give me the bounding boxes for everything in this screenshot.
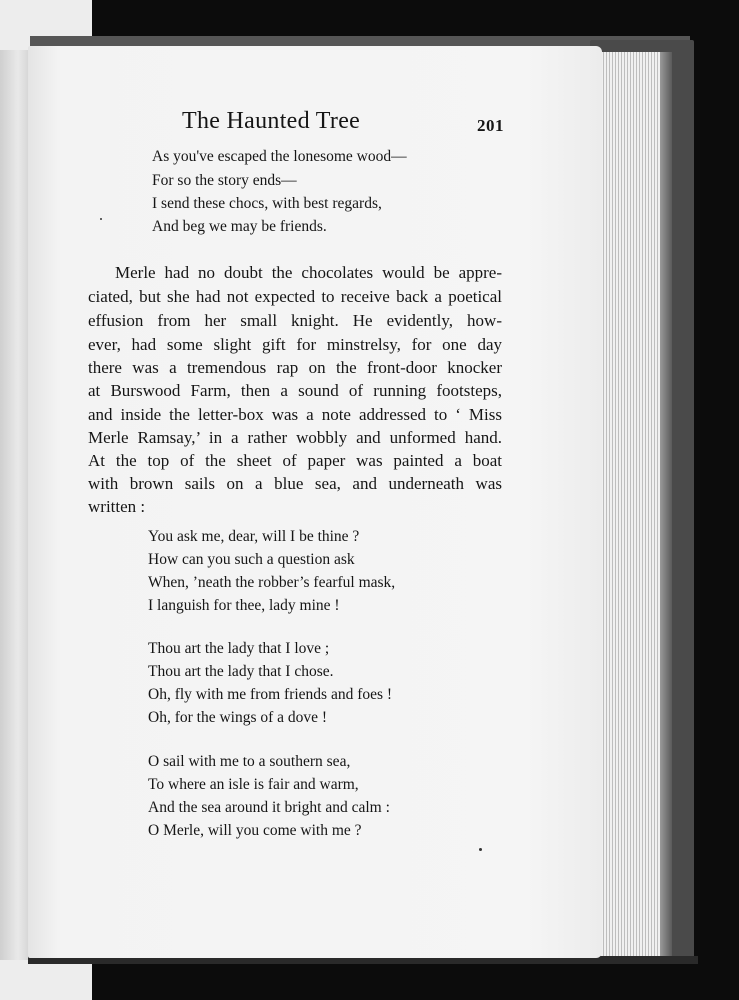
ink-speck: [479, 848, 482, 851]
poem-line: O Merle, will you come with me ?: [148, 822, 362, 839]
poem-line: How can you such a question ask: [148, 551, 355, 568]
verse-line: For so the story ends—: [152, 172, 297, 189]
running-head-title: The Haunted Tree: [182, 108, 361, 134]
poem-line: You ask me, dear, will I be thine ?: [148, 528, 360, 545]
left-page-edge: [0, 50, 30, 960]
prose-line: effusion from her small knight. He evidently, how-: [88, 311, 502, 330]
poem-line: O sail with me to a southern sea,: [148, 753, 351, 770]
prose-line: at Burswood Farm, then a sound of running footsteps,: [88, 381, 502, 400]
prose-line: and inside the letter-box was a note addressed to ‘ Miss: [88, 405, 502, 424]
prose-line: with brown sails on a blue sea, and underneath was: [88, 474, 502, 493]
poem-line: Oh, for the wings of a dove !: [148, 709, 328, 726]
prose-line: At the top of the sheet of paper was painted a boat: [88, 451, 502, 470]
prose-line: ciated, but she had not expected to receive back a poetical: [88, 287, 502, 306]
poem-line: Oh, fly with me from friends and foes !: [148, 686, 393, 703]
prose-line: there was a tremendous rap on the front-door knocker: [88, 358, 502, 377]
page-stack-edge: [598, 52, 660, 958]
verse-line: As you've escaped the lonesome wood—: [152, 148, 407, 165]
prose-line: Merle had no doubt the chocolates would be appre-: [115, 263, 502, 282]
poem-line: Thou art the lady that I chose.: [148, 663, 334, 680]
poem-line: And the sea around it bright and calm :: [148, 799, 390, 816]
prose-line: written :: [88, 497, 146, 516]
ink-speck: [100, 218, 102, 220]
page-stack-shadow: [660, 52, 672, 958]
poem-line: Thou art the lady that I love ;: [148, 640, 330, 657]
poem-line: I languish for thee, lady mine !: [148, 597, 340, 614]
verse-line: And beg we may be friends.: [152, 218, 327, 235]
poem-line: To where an isle is fair and warm,: [148, 776, 359, 793]
verse-line: I send these chocs, with best regards,: [152, 195, 382, 212]
page-number: 201: [477, 116, 504, 135]
prose-line: ever, had some slight gift for minstrelsy, for one day: [88, 335, 502, 354]
prose-line: Merle Ramsay,’ in a rather wobbly and unformed hand.: [88, 428, 502, 447]
poem-line: When, ’neath the robber’s fearful mask,: [148, 574, 396, 591]
